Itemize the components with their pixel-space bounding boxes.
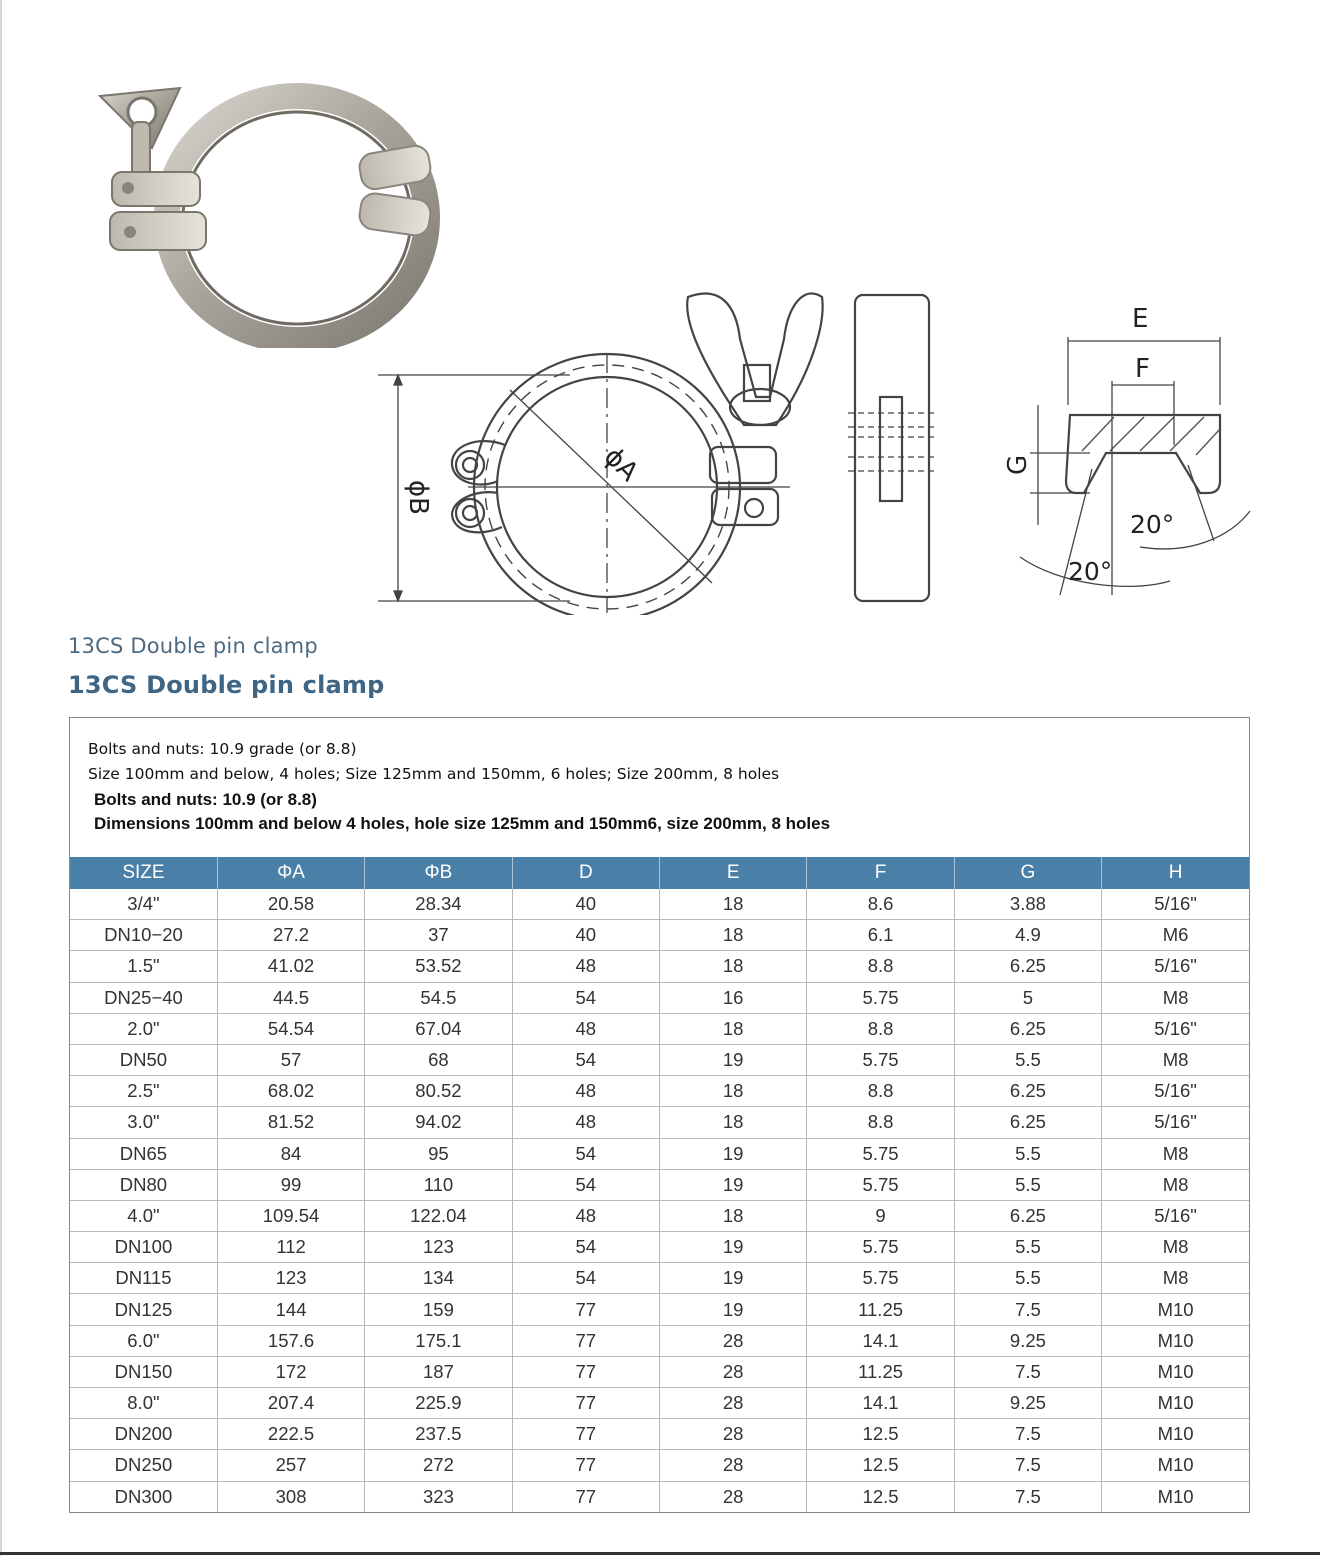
table-cell: 94.02 <box>365 1107 512 1138</box>
table-cell: M6 <box>1102 920 1249 951</box>
table-cell: 175.1 <box>365 1325 512 1356</box>
table-cell: 6.25 <box>954 951 1101 982</box>
table-header-cell: G <box>954 857 1101 889</box>
table-cell: 122.04 <box>365 1200 512 1231</box>
table-row <box>70 1044 1249 1075</box>
table-cell: 7.5 <box>954 1481 1101 1512</box>
table-cell: 5.75 <box>807 1169 954 1200</box>
table-cell: DN65 <box>70 1138 217 1169</box>
table-cell: 41.02 <box>217 951 364 982</box>
table-cell: 272 <box>365 1450 512 1481</box>
table-cell: 8.8 <box>807 951 954 982</box>
table-cell: 40 <box>512 920 659 951</box>
table-cell: 123 <box>217 1263 364 1294</box>
note-bolts: Bolts and nuts: 10.9 grade (or 8.8) <box>88 740 357 758</box>
table-row <box>70 982 1249 1013</box>
table-header-cell: F <box>807 857 954 889</box>
table-row <box>70 1481 1249 1512</box>
table-cell: 54.5 <box>365 982 512 1013</box>
table-row <box>70 1325 1249 1356</box>
caption-large: 13CS Double pin clamp <box>68 671 385 699</box>
table-cell: 6.0" <box>70 1325 217 1356</box>
table-cell: 54 <box>512 1044 659 1075</box>
table-cell: M8 <box>1102 1263 1249 1294</box>
table-row <box>70 1107 1249 1138</box>
note-holes: Size 100mm and below, 4 holes; Size 125mm and 150mm, 6 holes; Size 200mm, 8 holes <box>88 765 780 783</box>
table-cell: 14.1 <box>807 1325 954 1356</box>
table-cell: 68 <box>365 1044 512 1075</box>
table-cell: 3.88 <box>954 889 1101 920</box>
table-cell: 5/16" <box>1102 1107 1249 1138</box>
table-row <box>70 1200 1249 1231</box>
table-cell: DN50 <box>70 1044 217 1075</box>
table-cell: DN80 <box>70 1169 217 1200</box>
table-cell: 54 <box>512 1263 659 1294</box>
table-cell: M8 <box>1102 1169 1249 1200</box>
table-cell: 110 <box>365 1169 512 1200</box>
table-cell: 5/16" <box>1102 1200 1249 1231</box>
table-cell: 28 <box>660 1450 807 1481</box>
table-cell: DN125 <box>70 1294 217 1325</box>
table-cell: 77 <box>512 1325 659 1356</box>
table-cell: 6.1 <box>807 920 954 951</box>
label-phi-b: ϕB <box>403 480 433 515</box>
page-left-border <box>0 0 2 1556</box>
table-cell: 18 <box>660 951 807 982</box>
table-cell: 28 <box>660 1325 807 1356</box>
table-cell: 3.0" <box>70 1107 217 1138</box>
table-cell: 18 <box>660 1076 807 1107</box>
table-cell: 5.5 <box>954 1044 1101 1075</box>
table-cell: 5.75 <box>807 1138 954 1169</box>
caption-small: 13CS Double pin clamp <box>68 634 318 658</box>
table-cell: 84 <box>217 1138 364 1169</box>
table-cell: 7.5 <box>954 1356 1101 1387</box>
table-cell: 20.58 <box>217 889 364 920</box>
table-row <box>70 1232 1249 1263</box>
table-cell: 19 <box>660 1138 807 1169</box>
table-row <box>70 1450 1249 1481</box>
table-cell: 68.02 <box>217 1076 364 1107</box>
table-cell: 77 <box>512 1388 659 1419</box>
table-row <box>70 1013 1249 1044</box>
table-cell: M8 <box>1102 982 1249 1013</box>
table-cell: 8.0" <box>70 1388 217 1419</box>
table-cell: 7.5 <box>954 1450 1101 1481</box>
table-row <box>70 1138 1249 1169</box>
table-cell: 7.5 <box>954 1419 1101 1450</box>
page-bottom-border <box>0 1552 1320 1555</box>
table-cell: 2.5" <box>70 1076 217 1107</box>
table-cell: 28 <box>660 1356 807 1387</box>
table-cell: 6.25 <box>954 1013 1101 1044</box>
table-cell: 12.5 <box>807 1419 954 1450</box>
table-header-cell: SIZE <box>70 857 217 889</box>
table-cell: 54 <box>512 982 659 1013</box>
table-cell: 54 <box>512 1232 659 1263</box>
table-cell: 77 <box>512 1450 659 1481</box>
table-cell: 54 <box>512 1169 659 1200</box>
table-cell: 77 <box>512 1419 659 1450</box>
table-cell: 37 <box>365 920 512 951</box>
table-cell: 7.5 <box>954 1294 1101 1325</box>
table-cell: 5.75 <box>807 1044 954 1075</box>
table-cell: 9.25 <box>954 1388 1101 1419</box>
table-cell: 28.34 <box>365 889 512 920</box>
label-f: F <box>1135 354 1150 384</box>
table-cell: 19 <box>660 1263 807 1294</box>
table-header-cell: ΦA <box>217 857 364 889</box>
table-cell: DN10−20 <box>70 920 217 951</box>
table-cell: 48 <box>512 951 659 982</box>
table-row <box>70 1356 1249 1387</box>
table-cell: 5 <box>954 982 1101 1013</box>
clamp-technical-drawing <box>370 285 1270 615</box>
table-cell: DN200 <box>70 1419 217 1450</box>
table-cell: 5.5 <box>954 1232 1101 1263</box>
table-cell: 222.5 <box>217 1419 364 1450</box>
table-cell: 8.6 <box>807 889 954 920</box>
table-cell: 18 <box>660 1013 807 1044</box>
table-cell: 77 <box>512 1356 659 1387</box>
table-row <box>70 889 1249 920</box>
specification-box <box>69 717 1250 1513</box>
table-row <box>70 920 1249 951</box>
table-header-cell: E <box>660 857 807 889</box>
table-cell: 257 <box>217 1450 364 1481</box>
table-row <box>70 1294 1249 1325</box>
table-cell: 57 <box>217 1044 364 1075</box>
table-cell: 44.5 <box>217 982 364 1013</box>
table-cell: 8.8 <box>807 1107 954 1138</box>
table-cell: 19 <box>660 1232 807 1263</box>
table-cell: M10 <box>1102 1325 1249 1356</box>
table-cell: M10 <box>1102 1450 1249 1481</box>
table-body <box>70 889 1249 1512</box>
table-cell: 19 <box>660 1294 807 1325</box>
table-cell: 81.52 <box>217 1107 364 1138</box>
table-cell: 5.75 <box>807 982 954 1013</box>
table-cell: 28 <box>660 1419 807 1450</box>
table-cell: 28 <box>660 1481 807 1512</box>
table-cell: 54.54 <box>217 1013 364 1044</box>
table-cell: M8 <box>1102 1044 1249 1075</box>
table-cell: 19 <box>660 1169 807 1200</box>
table-cell: 11.25 <box>807 1356 954 1387</box>
table-cell: 48 <box>512 1076 659 1107</box>
table-cell: DN150 <box>70 1356 217 1387</box>
table-row <box>70 1419 1249 1450</box>
table-cell: 18 <box>660 889 807 920</box>
table-cell: M10 <box>1157 1485 1194 1507</box>
table-cell: DN115 <box>70 1263 217 1294</box>
table-cell: 1.5" <box>70 951 217 982</box>
table-cell: 40 <box>512 889 659 920</box>
table-cell: M10 <box>1102 1419 1249 1450</box>
table-cell: 12.5 <box>807 1481 954 1512</box>
table-cell: DN250 <box>70 1450 217 1481</box>
table-cell: 6.25 <box>954 1076 1101 1107</box>
table-cell: DN100 <box>70 1232 217 1263</box>
table-cell: 99 <box>217 1169 364 1200</box>
table-cell: 5/16" <box>1102 889 1249 920</box>
table-cell: 2.0" <box>70 1013 217 1044</box>
table-cell: 4.9 <box>954 920 1101 951</box>
table-cell: 237.5 <box>365 1419 512 1450</box>
table-cell: 4.0" <box>70 1200 217 1231</box>
table-header-cell: ΦB <box>365 857 512 889</box>
table-cell: 5.5 <box>954 1169 1101 1200</box>
table-cell: DN300 <box>70 1481 217 1512</box>
table-cell: 53.52 <box>365 951 512 982</box>
note-bolts-bold: Bolts and nuts: 10.9 (or 8.8) <box>94 790 317 809</box>
table-header-cell: H <box>1102 857 1249 889</box>
table-cell: 225.9 <box>365 1388 512 1419</box>
table-header-row <box>70 857 1249 889</box>
label-angle-lower: 20° <box>1068 557 1113 586</box>
table-cell: M10 <box>1102 1356 1249 1387</box>
table-cell: 109.54 <box>217 1200 364 1231</box>
table-cell: 6.25 <box>954 1107 1101 1138</box>
table-cell: 5/16" <box>1102 1076 1249 1107</box>
table-cell: 187 <box>365 1356 512 1387</box>
table-cell: 18 <box>660 1200 807 1231</box>
table-cell: 123 <box>365 1232 512 1263</box>
label-phi-a: ϕA <box>597 441 644 488</box>
table-row <box>70 1388 1249 1419</box>
table-row <box>70 1076 1249 1107</box>
label-angle-upper: 20° <box>1130 510 1175 539</box>
table-cell: M10 <box>1102 1294 1249 1325</box>
table-cell: 323 <box>365 1481 512 1512</box>
table-cell: 77 <box>512 1481 659 1512</box>
table-cell: 48 <box>512 1013 659 1044</box>
table-cell: M8 <box>1102 1138 1249 1169</box>
table-cell: 172 <box>217 1356 364 1387</box>
table-cell: 112 <box>217 1232 364 1263</box>
table-cell: M10 <box>1102 1388 1249 1419</box>
table-cell: 12.5 <box>807 1450 954 1481</box>
label-g: G <box>1003 454 1033 475</box>
table-row <box>70 951 1249 982</box>
table-header-cell: D <box>512 857 659 889</box>
table-cell: 144 <box>217 1294 364 1325</box>
table-cell: 18 <box>660 920 807 951</box>
table-cell: 54 <box>512 1138 659 1169</box>
table-cell: 157.6 <box>217 1325 364 1356</box>
table-cell: 27.2 <box>217 920 364 951</box>
table-cell: 18 <box>660 1107 807 1138</box>
table-cell: 134 <box>365 1263 512 1294</box>
table-cell: 9 <box>807 1200 954 1231</box>
table-cell: 67.04 <box>365 1013 512 1044</box>
dimensions-table <box>70 857 1249 1512</box>
table-cell: DN25−40 <box>70 982 217 1013</box>
table-cell: 95 <box>365 1138 512 1169</box>
note-dimensions-bold: Dimensions 100mm and below 4 holes, hole size 125mm and 150mm6, size 200mm, 8 holes <box>94 814 831 833</box>
table-cell: 16 <box>660 982 807 1013</box>
table-cell: 308 <box>217 1481 364 1512</box>
table-cell: 11.25 <box>807 1294 954 1325</box>
table-row <box>70 1263 1249 1294</box>
table-cell: 5.5 <box>954 1263 1101 1294</box>
label-e: E <box>1132 304 1149 334</box>
table-row <box>70 1169 1249 1200</box>
table-cell: 77 <box>512 1294 659 1325</box>
table-cell: 207.4 <box>217 1388 364 1419</box>
table-cell: 159 <box>365 1294 512 1325</box>
table-cell: 48 <box>512 1107 659 1138</box>
table-cell: 80.52 <box>365 1076 512 1107</box>
table-cell: 5.75 <box>807 1232 954 1263</box>
table-cell: 6.25 <box>954 1200 1101 1231</box>
table-cell: 48 <box>512 1200 659 1231</box>
table-cell: 9.25 <box>954 1325 1101 1356</box>
table-cell: 8.8 <box>807 1013 954 1044</box>
table-cell: 5/16" <box>1102 951 1249 982</box>
table-cell: 3/4" <box>70 889 217 920</box>
table-cell: 19 <box>660 1044 807 1075</box>
table-cell: 14.1 <box>807 1388 954 1419</box>
table-cell: M8 <box>1102 1232 1249 1263</box>
table-cell: 28 <box>660 1388 807 1419</box>
table-cell: 5.5 <box>954 1138 1101 1169</box>
table-cell: 5.75 <box>807 1263 954 1294</box>
table-cell: 5/16" <box>1102 1013 1249 1044</box>
table-cell: 8.8 <box>807 1076 954 1107</box>
